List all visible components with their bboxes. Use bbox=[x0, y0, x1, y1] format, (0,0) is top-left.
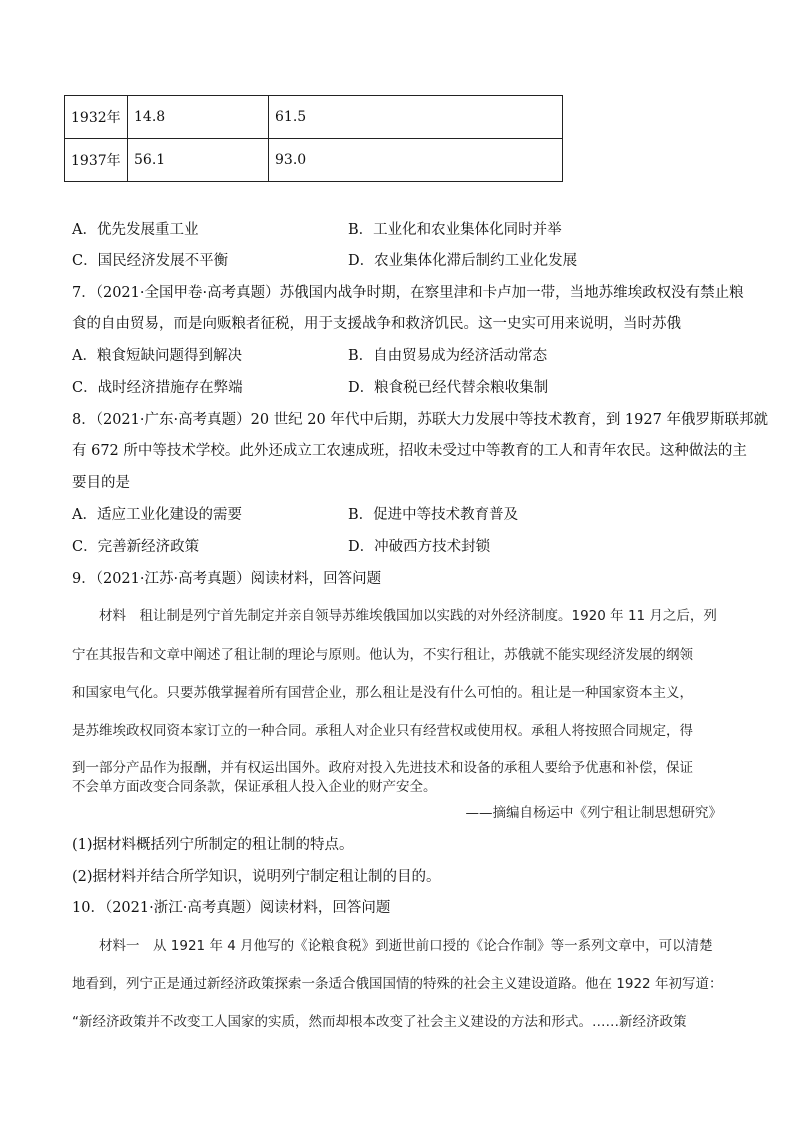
q8-option-b: B．促进中等技术教育普及 bbox=[348, 507, 519, 523]
q7-stem-line: 食的自由贸易，而是向贩粮者征税，用于支援战争和救济饥民。这一史实可用来说明，当时苏俄 bbox=[72, 316, 681, 332]
q8-option-a: A．适应工业化建设的需要 bbox=[72, 507, 242, 523]
q9-title: 9．（2021·江苏·高考真题）阅读材料，回答问题 bbox=[72, 571, 382, 587]
table-cell: 1937年 bbox=[65, 139, 128, 182]
q9-material-line: 材料 租让制是列宁首先制定并亲自领导苏维埃俄国加以实践的对外经济制度。1920 年 11 月之后，列 bbox=[72, 608, 717, 624]
q7-option-c: C．战时经济措施存在弊端 bbox=[72, 380, 243, 396]
table-row bbox=[65, 96, 563, 139]
table-cell: 14.8 bbox=[128, 96, 269, 139]
q9-subquestion-1: (1)据材料概括列宁所制定的租让制的特点。 bbox=[72, 837, 354, 853]
q8-stem-line: 8．（2021·广东·高考真题）20 世纪 20 年代中后期，苏联大力发展中等技术教育，到 1927 年俄罗斯联邦就 bbox=[72, 412, 768, 428]
q6-option-c: C．国民经济发展不平衡 bbox=[72, 253, 229, 269]
q6-option-b: B．工业化和农业集体化同时并举 bbox=[348, 222, 562, 238]
table-cell: 56.1 bbox=[128, 139, 269, 182]
table-cell: 61.5 bbox=[269, 96, 563, 139]
q9-source: ——摘编自杨运中《列宁租让制思想研究》 bbox=[465, 805, 722, 821]
q9-material-line: 是苏维埃政权同资本家订立的一种合同。承租人对企业只有经营权或使用权。承租人将按照合同规定，得 bbox=[72, 723, 693, 739]
table-cell: 93.0 bbox=[269, 139, 563, 182]
q10-material-line: “新经济政策并不改变工人国家的实质，然而却根本改变了社会主义建设的方法和形式。……新经济政策 bbox=[72, 1014, 687, 1030]
q7-option-b: B．自由贸易成为经济活动常态 bbox=[348, 348, 548, 364]
q9-material-line: 不会单方面改变合同条款，保证承租人投入企业的财产安全。 bbox=[72, 779, 437, 795]
q10-material-line: 地看到，列宁正是通过新经济政策探索一条适合俄国国情的特殊的社会主义建设道路。他在 1922 年初写道： bbox=[72, 976, 723, 992]
data-table bbox=[64, 95, 563, 182]
table-row bbox=[65, 139, 563, 182]
q9-subquestion-2: (2)据材料并结合所学知识，说明列宁制定租让制的目的。 bbox=[72, 869, 441, 885]
q9-material-line: 到一部分产品作为报酬，并有权运出国外。政府对投入先进技术和设备的承租人要给予优惠和补偿，保证 bbox=[72, 760, 693, 776]
q10-material-line: 材料一 从 1921 年 4 月他写的《论粮食税》到逝世前口授的《论合作制》等一系列文章中，可以清楚 bbox=[72, 938, 713, 954]
q9-material-line: 和国家电气化。只要苏俄掌握着所有国营企业，那么租让是没有什么可怕的。租让是一种国家资本主义， bbox=[72, 685, 693, 701]
q8-stem-line: 要目的是 bbox=[72, 475, 130, 491]
q10-title: 10．（2021·浙江·高考真题）阅读材料，回答问题 bbox=[72, 900, 391, 916]
q8-option-c: C．完善新经济政策 bbox=[72, 539, 200, 555]
q7-stem-line: 7．（2021·全国甲卷·高考真题）苏俄国内战争时期，在察里津和卡卢加一带，当地苏维埃政权没有禁止粮 bbox=[72, 285, 744, 301]
q9-material-line: 宁在其报告和文章中阐述了租让制的理论与原则。他认为，不实行租让，苏俄就不能实现经济发展的纲领 bbox=[72, 647, 693, 663]
q7-option-d: D．粮食税已经代替余粮收集制 bbox=[348, 380, 549, 396]
q8-stem-line: 有 672 所中等技术学校。此外还成立工农速成班，招收未受过中等教育的工人和青年农民。这种做法的主 bbox=[72, 443, 747, 459]
q6-option-d: D．农业集体化滞后制约工业化发展 bbox=[348, 253, 578, 269]
q8-option-d: D．冲破西方技术封锁 bbox=[348, 539, 491, 555]
q7-option-a: A．粮食短缺问题得到解决 bbox=[72, 348, 242, 364]
table-cell: 1932年 bbox=[65, 96, 128, 139]
q6-option-a: A．优先发展重工业 bbox=[72, 222, 199, 238]
